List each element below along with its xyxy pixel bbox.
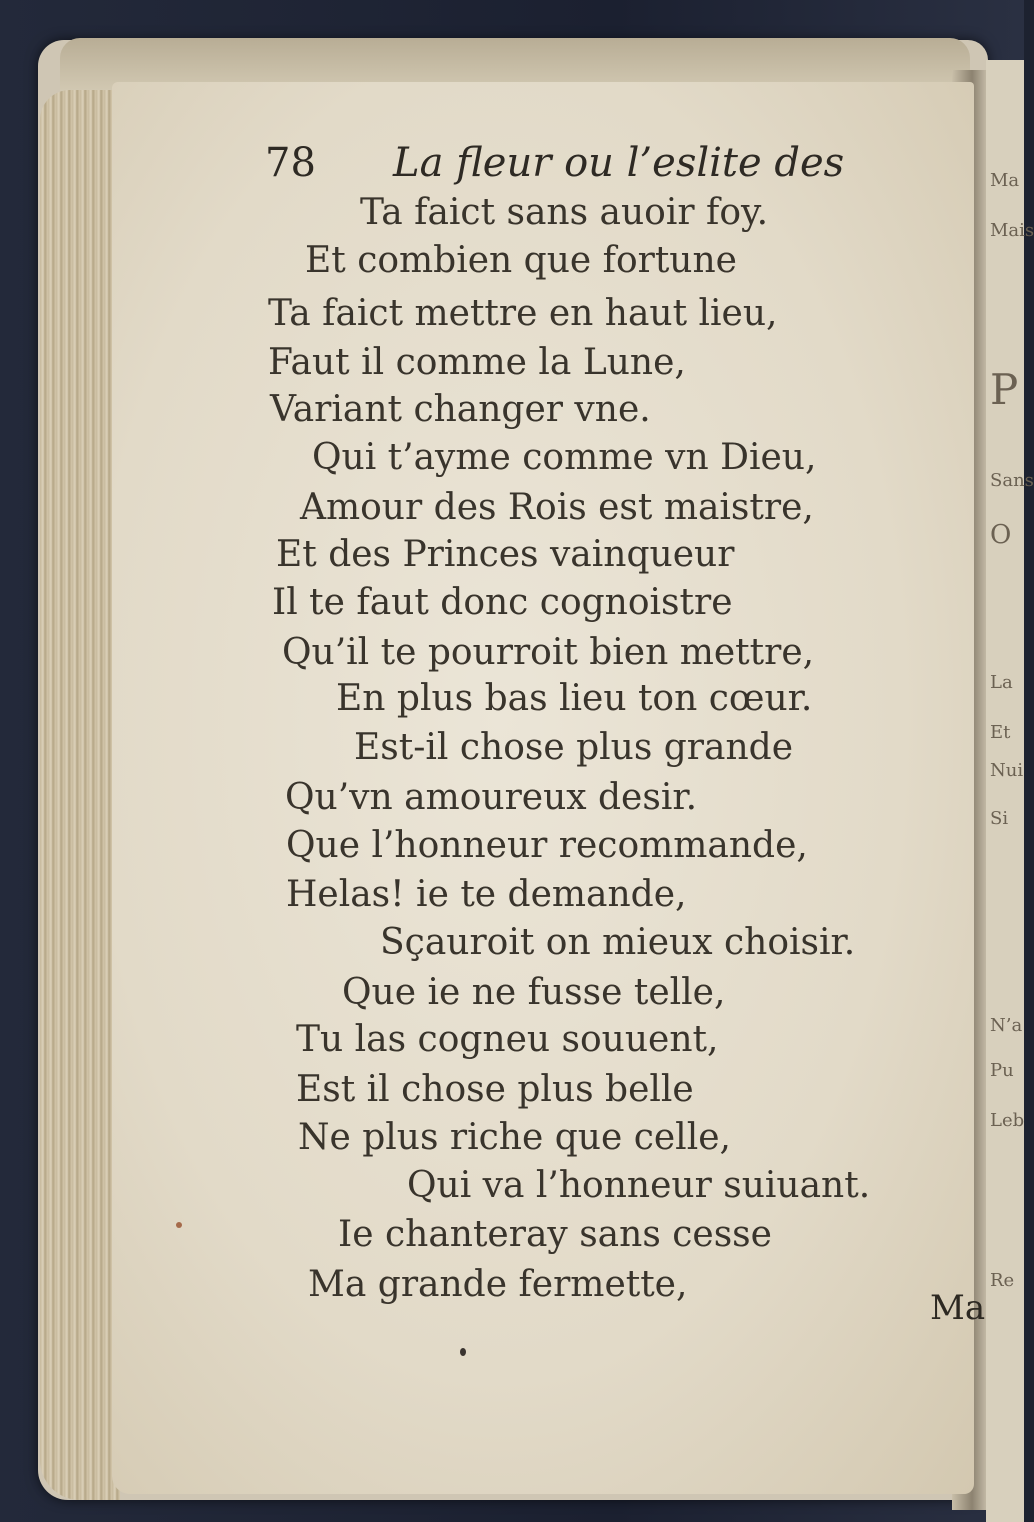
verse-line: Que l’honneur recommande, xyxy=(286,825,808,866)
ink-mark xyxy=(460,1348,466,1356)
verse-line: Ma grande fermette, xyxy=(308,1264,688,1305)
verse-line: Ne plus riche que celle, xyxy=(298,1117,731,1158)
verse-line: Tu las cogneu souuent, xyxy=(296,1019,719,1060)
verse-line: Ta faict mettre en haut lieu, xyxy=(268,293,778,334)
verse-line: Ta faict sans auoir foy. xyxy=(360,192,769,233)
verse-line: Et combien que fortune xyxy=(305,240,737,281)
page-stain xyxy=(176,1222,182,1228)
verse-line: Est il chose plus belle xyxy=(296,1069,694,1110)
catchword: Ma xyxy=(930,1288,986,1328)
facing-fragment: Et xyxy=(990,722,1011,743)
facing-fragment: Nui xyxy=(990,760,1024,781)
verse-line: Que ie ne fusse telle, xyxy=(342,972,726,1013)
facing-fragment: Pu xyxy=(990,1060,1014,1081)
verse-line: Il te faut donc cognoistre xyxy=(272,582,733,623)
facing-fragment: Si xyxy=(990,808,1009,829)
verse-line: En plus bas lieu ton cœur. xyxy=(336,678,813,719)
facing-fragment: La xyxy=(990,672,1013,693)
facing-fragment: O xyxy=(990,520,1012,550)
facing-fragment: P xyxy=(990,365,1019,414)
running-head: La fleur ou l’eslite des xyxy=(393,140,845,186)
page-number: 78 xyxy=(265,140,316,186)
verse-line: Ie chanteray sans cesse xyxy=(338,1214,772,1255)
facing-fragment: Leb xyxy=(990,1110,1025,1131)
facing-fragment: Ma xyxy=(990,170,1020,191)
verse-line: Qui va l’honneur suiuant. xyxy=(407,1165,871,1206)
verse-line: Qu’vn amoureux desir. xyxy=(285,777,698,818)
verse-line: Faut il comme la Lune, xyxy=(268,342,686,383)
verse-line: Sçauroit on mieux choisir. xyxy=(380,922,856,963)
verse-line: Helas! ie te demande, xyxy=(286,874,687,915)
verse-line: Est-il chose plus grande xyxy=(354,727,794,768)
facing-fragment: Mais xyxy=(990,220,1034,241)
verse-line: Qui t’ayme comme vn Dieu, xyxy=(312,437,817,478)
verse-line: Variant changer vne. xyxy=(270,389,651,430)
verse-line: Amour des Rois est maistre, xyxy=(300,487,814,528)
facing-fragment: N’a xyxy=(990,1015,1023,1036)
facing-fragment: Sans xyxy=(990,470,1034,491)
facing-page xyxy=(986,60,1034,1522)
verse-line: Et des Princes vainqueur xyxy=(276,534,735,575)
verse-line: Qu’il te pourroit bien mettre, xyxy=(282,632,815,673)
book-fore-edge xyxy=(40,90,120,1500)
facing-fragment: Re xyxy=(990,1270,1015,1291)
